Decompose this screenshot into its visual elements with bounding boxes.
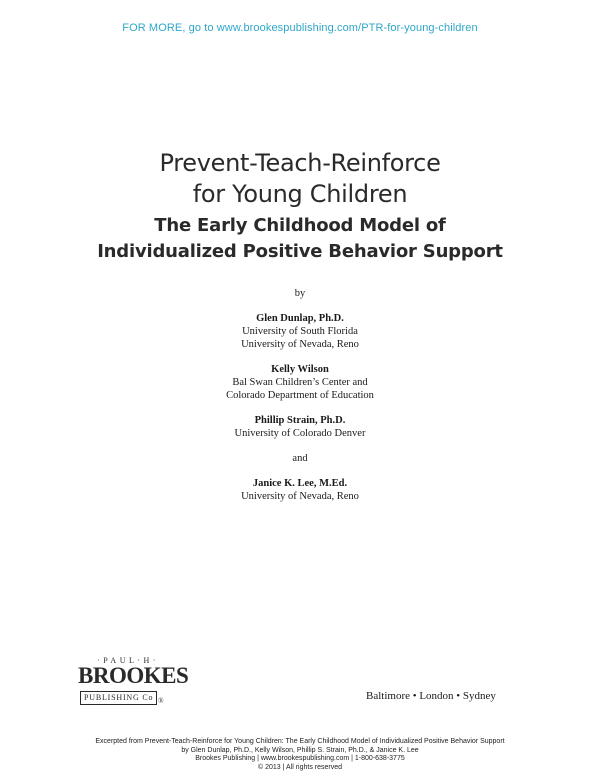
publisher-cities: Baltimore • London • Sydney xyxy=(366,690,496,702)
by-label: by xyxy=(294,288,306,299)
footer-line: Brookes Publishing | www.brookespublishing.com | 1-800-638-3775 xyxy=(195,755,405,762)
author-entry xyxy=(0,414,600,440)
author-entry xyxy=(0,363,600,402)
book-subtitle-line-2: Individualized Positive Behavior Support xyxy=(97,241,503,262)
logo-bottom-text: PUBLISHING Co xyxy=(80,691,157,705)
author-entry xyxy=(0,477,600,503)
book-title-line-1: Prevent-Teach-Reinforce xyxy=(159,149,441,177)
footer-line: by Glen Dunlap, Ph.D., Kelly Wilson, Phillip S. Strain, Ph.D., & Janice K. Lee xyxy=(181,746,419,754)
logo-main-text: BROOKES xyxy=(78,663,189,688)
author-credits xyxy=(0,287,600,515)
author-affiliation: University of Colorado Denver xyxy=(234,428,366,439)
excerpt-footer xyxy=(0,738,600,772)
author-name: Phillip Strain, Ph.D. xyxy=(254,415,346,426)
logo-top-text: ·PAUL·H· xyxy=(97,656,159,665)
book-title-line-2: for Young Children xyxy=(192,180,408,208)
promo-link[interactable]: FOR MORE, go to www.brookespublishing.com/PTR-for-young-children xyxy=(122,22,478,34)
and-label: and xyxy=(292,453,308,464)
title-block xyxy=(0,148,600,265)
publisher-logo xyxy=(78,656,189,705)
registered-mark: ® xyxy=(158,697,164,705)
footer-line: © 2013 | All rights reserved xyxy=(257,763,343,771)
author-affiliation: University of Nevada, Reno xyxy=(241,491,359,502)
author-affiliation: University of South Florida xyxy=(242,326,358,337)
author-name: Kelly Wilson xyxy=(271,364,329,375)
author-entry xyxy=(0,312,600,351)
author-affiliation: University of Nevada, Reno xyxy=(241,339,359,350)
author-affiliation: Bal Swan Children’s Center and xyxy=(232,377,368,388)
author-name: Janice K. Lee, M.Ed. xyxy=(252,478,348,489)
author-name: Glen Dunlap, Ph.D. xyxy=(256,313,344,324)
footer-line: Excerpted from Prevent-Teach-Reinforce for Young Children: The Early Childhood Model of Individualized Positive Behavior Support xyxy=(95,738,505,745)
author-affiliation: Colorado Department of Education xyxy=(226,390,374,401)
book-subtitle-line-1: The Early Childhood Model of xyxy=(154,215,446,236)
